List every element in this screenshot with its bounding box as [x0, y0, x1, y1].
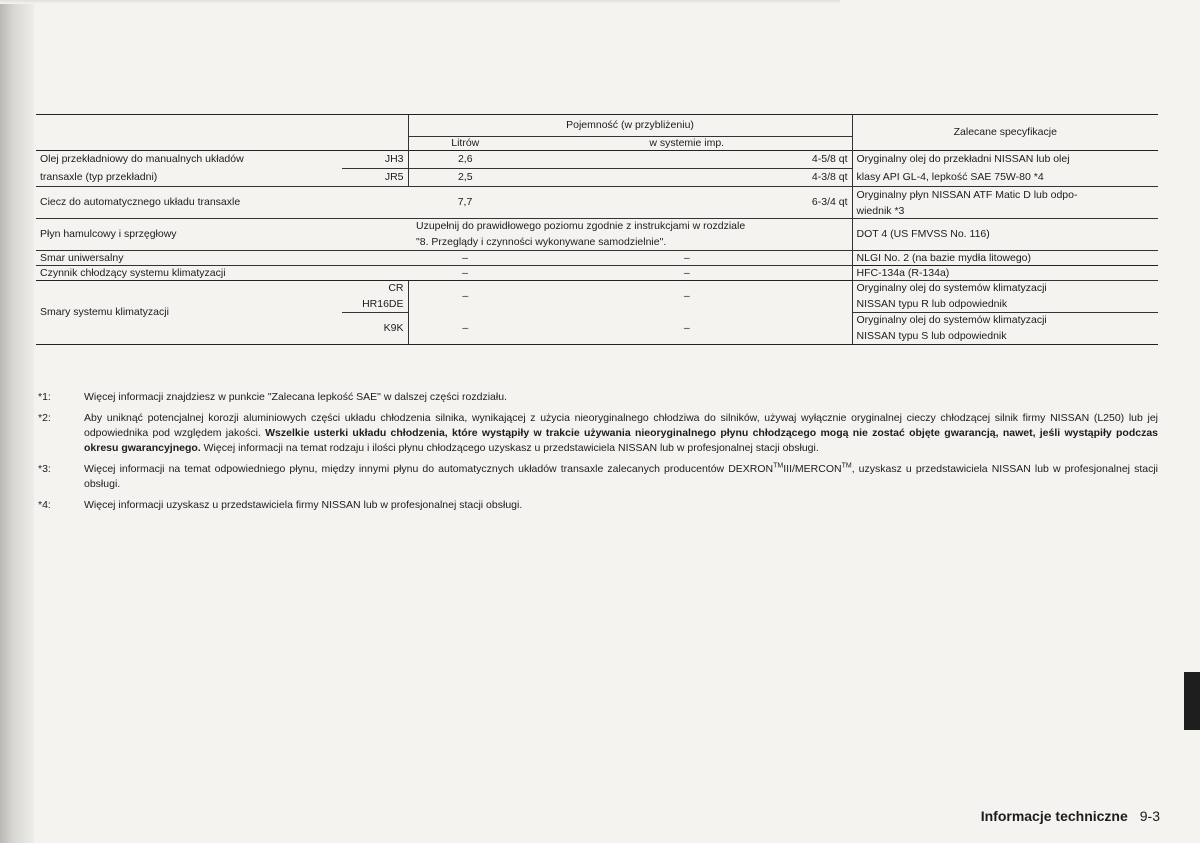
- trademark-2: TM: [841, 462, 852, 470]
- manual-oil-label-line2: transaxle (typ przekładni): [36, 169, 342, 187]
- ac-refrigerant-label: Czynnik chłodzący systemu klimatyzacji: [36, 266, 408, 281]
- jh3-liters: 2,6: [408, 151, 522, 169]
- grease-imperial: –: [522, 251, 852, 266]
- brake-fluid-note-line1: Uzupełnij do prawidłowego poziomu zgodnie z instrukcjami w rozdziale: [408, 219, 852, 235]
- footnote-2-text-a: Aby uniknąć potencjalnej korozji aluminiowych części układu chłodzenia silnika, wynikającej z użycia nieoryginalnego chłodziwa do silników, używaj wyłącznie oryginalnej cieczy chłodzącej silnik firmy NISSAN (L250) lub jej odpowiednika pod względem jakości.: [84, 412, 1158, 439]
- manual-oil-spec-line1: Oryginalny olej do przekładni NISSAN lub olej: [852, 151, 1158, 169]
- footnote-3: [38, 462, 1158, 492]
- k9k-spec-line2: NISSAN typu S lub odpowiednik: [852, 329, 1158, 345]
- grease-liters: –: [408, 251, 522, 266]
- footnote-3-text-a: Więcej informacji na temat odpowiedniego płynu, między innymi płynu do automatycznych układów transaxle zalecanych producentów DEXRON: [84, 463, 774, 475]
- footnote-2-text-c: Więcej informacji na temat rodzaju i ilości płynu chłodzącego uzyskasz u przedstawiciela NISSAN lub w profesjonalnej stacji obsługi.: [203, 442, 819, 454]
- automatic-fluid-spec-line1: Oryginalny płyn NISSAN ATF Matic D lub odpo-: [856, 189, 1078, 202]
- cr-spec-line2: NISSAN typu R lub odpowiednik: [852, 297, 1158, 313]
- trademark-1: TM: [773, 462, 784, 470]
- footnote-4-text: Więcej informacji uzyskasz u przedstawiciela firmy NISSAN lub w profesjonalnej stacji obsługi.: [84, 499, 523, 511]
- jh3-imperial: 4-5/8 qt: [522, 151, 852, 169]
- cr-code-line1: CR: [342, 281, 408, 297]
- footnotes: [38, 390, 1158, 519]
- jh3-code: JH3: [342, 151, 408, 169]
- footnote-4: [38, 498, 1158, 513]
- page-binding-shadow: [0, 0, 34, 843]
- footnote-3-text: [84, 462, 1158, 492]
- jr5-liters: 2,5: [408, 169, 522, 187]
- automatic-fluid-liters: 7,7: [408, 187, 522, 219]
- footnote-1-text: Więcej informacji znajdziesz w punkcie "Zalecana lepkość SAE" w dalszej części rozdziału.: [84, 391, 507, 403]
- jr5-imperial: 4-3/8 qt: [522, 169, 852, 187]
- k9k-imperial: –: [522, 313, 852, 345]
- footnote-3-text-c: , uzyskasz u przedstawiciela NISSAN lub w profesjonalnej stacji obsługi.: [84, 463, 1158, 490]
- cr-liters: –: [462, 290, 469, 303]
- grease-spec: NLGI No. 2 (na bazie mydła litowego): [852, 251, 1158, 266]
- automatic-fluid-label: Ciecz do automatycznego układu transaxle: [36, 187, 408, 219]
- cr-imperial: –: [522, 281, 852, 313]
- footnote-4-mark: *4:: [38, 499, 51, 511]
- brake-fluid-label: Płyn hamulcowy i sprzęgłowy: [36, 219, 408, 251]
- header-empty: [36, 115, 408, 151]
- automatic-fluid-imperial: 6-3/4 qt: [522, 187, 852, 219]
- footnote-1-mark: *1:: [38, 391, 51, 403]
- header-liters: Litrów: [408, 137, 522, 151]
- automatic-fluid-spec-line2: wiednik *3: [852, 205, 1158, 219]
- page-top-edge: [0, 0, 840, 4]
- footnote-2-warning: Wszelkie usterki układu chłodzenia, które wystąpiły w trakcie używania nieoryginalnego płynu chłodzącego mogą nie zostać objęte gwarancją, nawet, jeśli wystąpiły podczas okresu gwarancyjnego.: [84, 427, 1159, 454]
- ac-refrigerant-imperial: –: [522, 266, 852, 281]
- ac-refrigerant-liters: –: [408, 266, 522, 281]
- footnote-2: [38, 411, 1158, 456]
- brake-fluid-spec: DOT 4 (US FMVSS No. 116): [852, 219, 1158, 251]
- ac-refrigerant-spec: HFC-134a (R-134a): [852, 266, 1158, 281]
- ac-lubricant-label: Smary systemu klimatyzacji: [36, 281, 342, 345]
- footnote-2-mark: *2:: [38, 412, 51, 424]
- page-number: 9-3: [1139, 808, 1160, 824]
- header-capacity: Pojemność (w przybliżeniu): [408, 115, 852, 137]
- footnote-3-text-b: III/MERCON: [783, 463, 842, 475]
- cr-spec-line1: Oryginalny olej do systemów klimatyzacji: [856, 282, 1047, 295]
- k9k-liters: –: [408, 313, 522, 345]
- cr-code-line2: HR16DE: [342, 297, 408, 313]
- page-footer: [940, 808, 1160, 824]
- k9k-spec-line1: Oryginalny olej do systemów klimatyzacji: [856, 314, 1047, 327]
- footnote-2-text: [84, 411, 1158, 456]
- k9k-code: K9K: [342, 313, 408, 345]
- header-recommended-spec: Zalecane specyfikacje: [852, 115, 1158, 151]
- section-title: Informacje techniczne: [980, 808, 1128, 824]
- grease-label: Smar uniwersalny: [36, 251, 408, 266]
- specification-table: [36, 114, 1158, 345]
- footnote-1: [38, 390, 1158, 405]
- chapter-thumb-tab: [1184, 672, 1200, 730]
- footnote-3-mark: *3:: [38, 463, 51, 475]
- manual-oil-label-line1: Olej przekładniowy do manualnych układów: [36, 151, 342, 169]
- manual-oil-spec-line2: klasy API GL-4, lepkość SAE 75W-80 *4: [852, 169, 1158, 187]
- brake-fluid-note-line2: "8. Przeglądy i czynności wykonywane samodzielnie".: [408, 235, 852, 251]
- header-imperial: w systemie imp.: [522, 137, 852, 151]
- jr5-code: JR5: [342, 169, 408, 187]
